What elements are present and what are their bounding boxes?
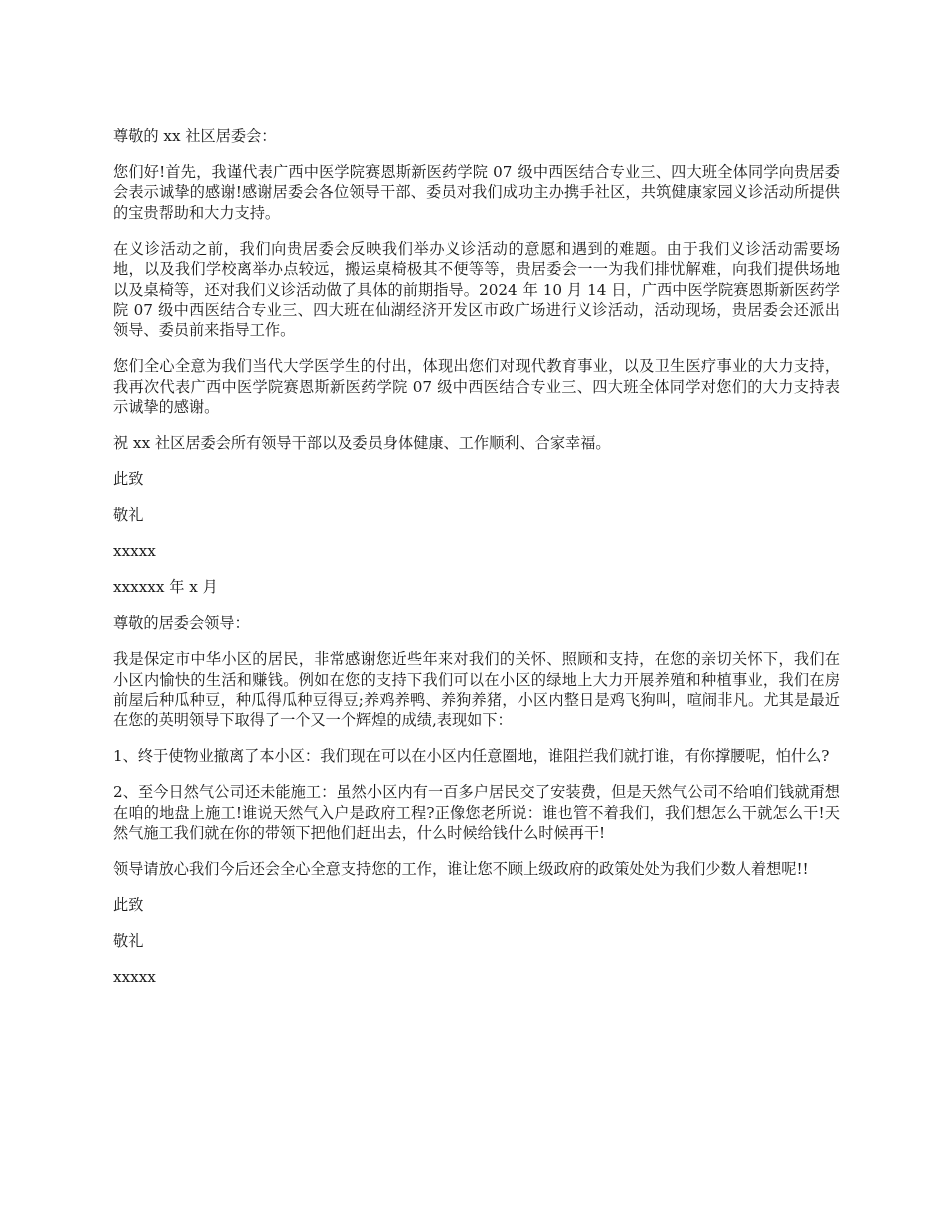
letter2-salutation: 尊敬的居委会领导：: [113, 614, 250, 633]
letter2-paragraph-2: 1、终于使物业撤离了本小区：我们现在可以在小区内任意圈地，谁阻拦我们就打谁，有你撑腰呢，怕什么?: [113, 747, 830, 766]
document-page: [113, 126, 840, 1003]
letter2-paragraph-3: 2、至今日然气公司还未能施工：虽然小区内有一百多户居民交了安装费，但是天然气公司不给咱们钱就甭想在咱的地盘上施工!谁说天然气入户是政府工程?正像您老所说：谁也管不着我们，我们想怎么干就怎么干!天然气施工我们就在你的带领下把他们赶出去，什么时候给钱什么时候再干!: [113, 783, 840, 843]
letter1-salutation: 尊敬的 xx 社区居委会：: [113, 127, 277, 145]
letter1-closing-2: 敬礼: [113, 506, 144, 525]
letter1-paragraph-1: 您们好!首先，我谨代表广西中医学院赛恩斯新医药学院 07 级中西医结合专业三、四大班全体同学向贵居委会表示诚挚的感谢!感谢居委会各位领导干部、委员对我们成功主办携手社区，共筑健康家园义诊活动所提供的宝贵帮助和大力支持。: [113, 163, 840, 222]
letter1-paragraph-3: 您们全心全意为我们当代大学医学生的付出，体现出您们对现代教育事业，以及卫生医疗事业的大力支持，我再次代表广西中医学院赛恩斯新医药学院 07 级中西医结合专业三、四大班全体同学对您们的大力支持表示诚挚的感谢。: [113, 357, 840, 417]
letter1-date: xxxxxx 年 x 月: [113, 578, 218, 597]
letter1-closing-1: 此致: [113, 470, 144, 489]
letter1-paragraph-2: 在义诊活动之前，我们向贵居委会反映我们举办义诊活动的意愿和遇到的难题。由于我们义诊活动需要场地，以及我们学校离举办点较远，搬运桌椅极其不便等等，贵居委会一一为我们排忧解难，向我们提供场地以及桌椅等，还对我们义诊活动做了具体的前期指导。2024 年 10 月 14 日，广西中医学院赛恩斯新医药学院 07 级中西医结合专业三、四大班在仙湖经济开发区市政广场进行义诊活动，活动现场，贵居委会还派出领导、委员前来指导工作。: [113, 239, 840, 340]
letter2-signature: xxxxx: [113, 968, 156, 987]
letter2-paragraph-4: 领导请放心我们今后还会全心全意支持您的工作，谁让您不顾上级政府的政策处处为我们少数人着想呢!!: [113, 860, 809, 879]
letter2-closing-2: 敬礼: [113, 932, 144, 951]
letter1-paragraph-4: 祝 xx 社区居委会所有领导干部以及委员身体健康、工作顺利、合家幸福。: [113, 434, 611, 453]
letter1-signature: xxxxx: [113, 542, 156, 561]
letter2-paragraph-1: 我是保定市中华小区的居民，非常感谢您近些年来对我们的关怀、照顾和支持，在您的亲切关怀下，我们在小区内愉快的生活和赚钱。例如在您的支持下我们可以在小区的绿地上大力开展养殖和种植事业，我们在房前屋后种瓜种豆，种瓜得瓜种豆得豆;养鸡养鸭、养狗养猪，小区内整日是鸡飞狗叫，喧闹非凡。尤其是最近在您的英明领导下取得了一个又一个辉煌的成绩,表现如下：: [113, 650, 840, 730]
letter2-closing-1: 此致: [113, 896, 144, 915]
